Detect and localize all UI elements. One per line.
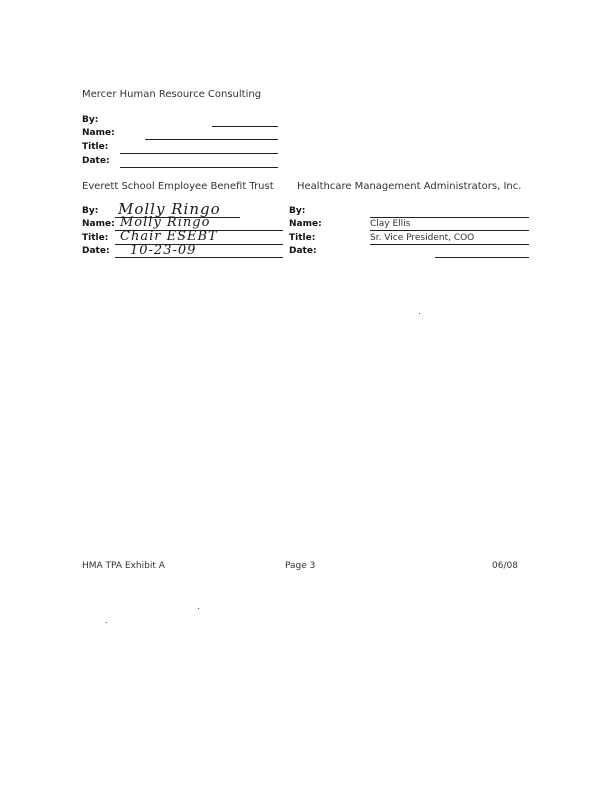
trust-signature: Molly Ringo (118, 200, 221, 218)
mercer-name-label: Name: (82, 128, 115, 138)
scan-speck (419, 313, 420, 314)
hma-title-line (370, 244, 529, 245)
trust-title-handwritten: Chair ESEBT (120, 229, 218, 244)
footer-page-number: Page 3 (285, 561, 316, 571)
mercer-heading: Mercer Human Resource Consulting (82, 89, 262, 100)
trust-name-label: Name: (82, 219, 115, 229)
trust-by-label: By: (82, 206, 99, 216)
mercer-name-line (145, 139, 278, 140)
trust-name-handwritten: Molly Ringo (120, 215, 211, 230)
mercer-title-label: Title: (82, 142, 109, 152)
trust-date-handwritten: 10-23-09 (130, 243, 197, 258)
hma-name-line (370, 230, 529, 231)
scan-speck (198, 608, 199, 609)
trust-title-label: Title: (82, 233, 109, 243)
footer-date: 06/08 (492, 561, 518, 571)
trust-heading: Everett School Employee Benefit Trust (82, 181, 274, 192)
mercer-date-line (120, 167, 278, 168)
hma-date-line (435, 257, 529, 258)
scan-speck (106, 622, 107, 623)
trust-date-label: Date: (82, 246, 110, 256)
hma-date-label: Date: (289, 246, 317, 256)
mercer-date-label: Date: (82, 156, 110, 166)
hma-name-label: Name: (289, 219, 322, 229)
hma-by-line (370, 217, 529, 218)
hma-title-label: Title: (289, 233, 316, 243)
hma-name-value: Clay Ellis (370, 219, 411, 229)
mercer-title-line (120, 153, 278, 154)
trust-date-line (115, 257, 283, 258)
mercer-by-label: By: (82, 115, 99, 125)
hma-heading: Healthcare Management Administrators, Inc. (297, 181, 522, 192)
hma-title-value: Sr. Vice President, COO (370, 233, 475, 243)
hma-by-label: By: (289, 206, 306, 216)
mercer-by-line (212, 126, 278, 127)
footer-left: HMA TPA Exhibit A (82, 561, 165, 571)
